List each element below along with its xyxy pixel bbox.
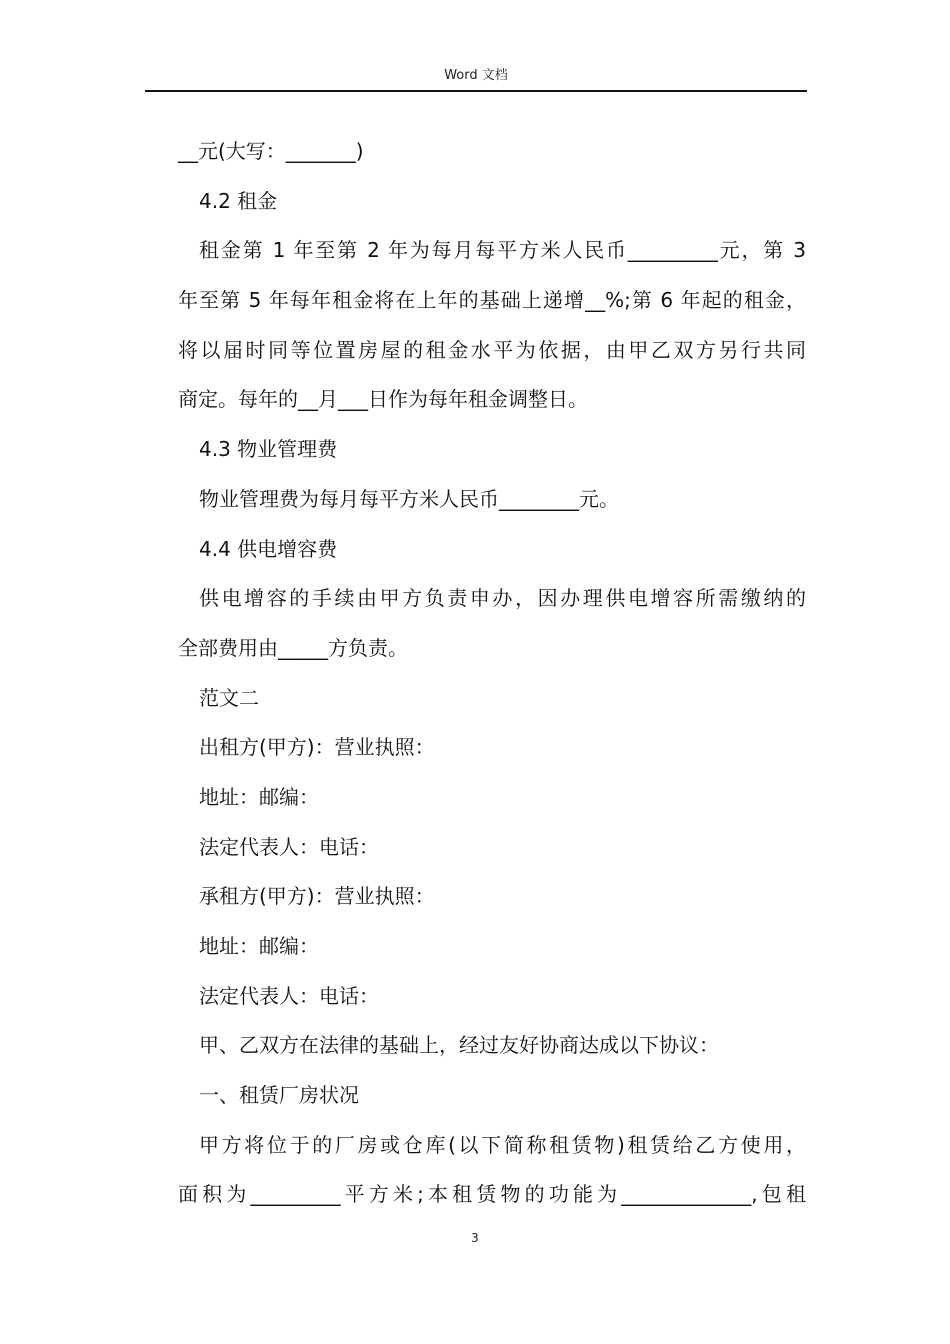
section-heading: 4.4 供电增容费 bbox=[199, 536, 338, 561]
section-heading: 范文二 bbox=[199, 685, 259, 710]
text-line: 将以届时同等位置房屋的租金水平为依据，由甲乙双方另行共同 bbox=[178, 337, 806, 362]
text-line: 商定。每年的__月___日作为每年租金调整日。 bbox=[178, 387, 588, 412]
section-heading: 4.2 租金 bbox=[199, 188, 278, 213]
page-header: Word 文档 bbox=[145, 66, 807, 92]
text-line: 出租方(甲方)：营业执照： bbox=[199, 735, 435, 760]
text-line: 地址：邮编： bbox=[199, 934, 319, 958]
text-line: 地址：邮编： bbox=[199, 784, 319, 809]
text-line: 租金第 1 年至第 2 年为每月每平方米人民币_________元，第 3 bbox=[199, 238, 806, 263]
text-line: 法定代表人：电话： bbox=[199, 834, 379, 859]
text-line: 年至第 5 年每年租金将在上年的基础上递增__%;第 6 年起的租金， bbox=[178, 288, 806, 313]
text-line: __元(大写：_______) bbox=[178, 139, 364, 163]
text-line: 面积为_________平方米;本租赁物的功能为_____________,包租 bbox=[178, 1182, 806, 1207]
section-heading: 4.3 物业管理费 bbox=[199, 437, 338, 462]
section-heading: 一、租赁厂房状况 bbox=[199, 1083, 359, 1108]
text-line: 物业管理费为每月每平方米人民币________元。 bbox=[199, 486, 619, 511]
text-line: 甲、乙双方在法律的基础上，经过友好协商达成以下协议： bbox=[199, 1033, 719, 1058]
text-line: 供电增容的手续由甲方负责申办，因办理供电增容所需缴纳的 bbox=[199, 586, 806, 611]
text-line: 法定代表人：电话： bbox=[199, 983, 379, 1008]
document-body bbox=[178, 131, 806, 1224]
text-line: 承租方(甲方)：营业执照： bbox=[199, 884, 435, 909]
page-number: 3 bbox=[471, 1231, 479, 1245]
text-line: 甲方将位于的厂房或仓库(以下简称租赁物)租赁给乙方使用， bbox=[199, 1132, 806, 1157]
text-line: 全部费用由_____方负责。 bbox=[178, 635, 408, 660]
